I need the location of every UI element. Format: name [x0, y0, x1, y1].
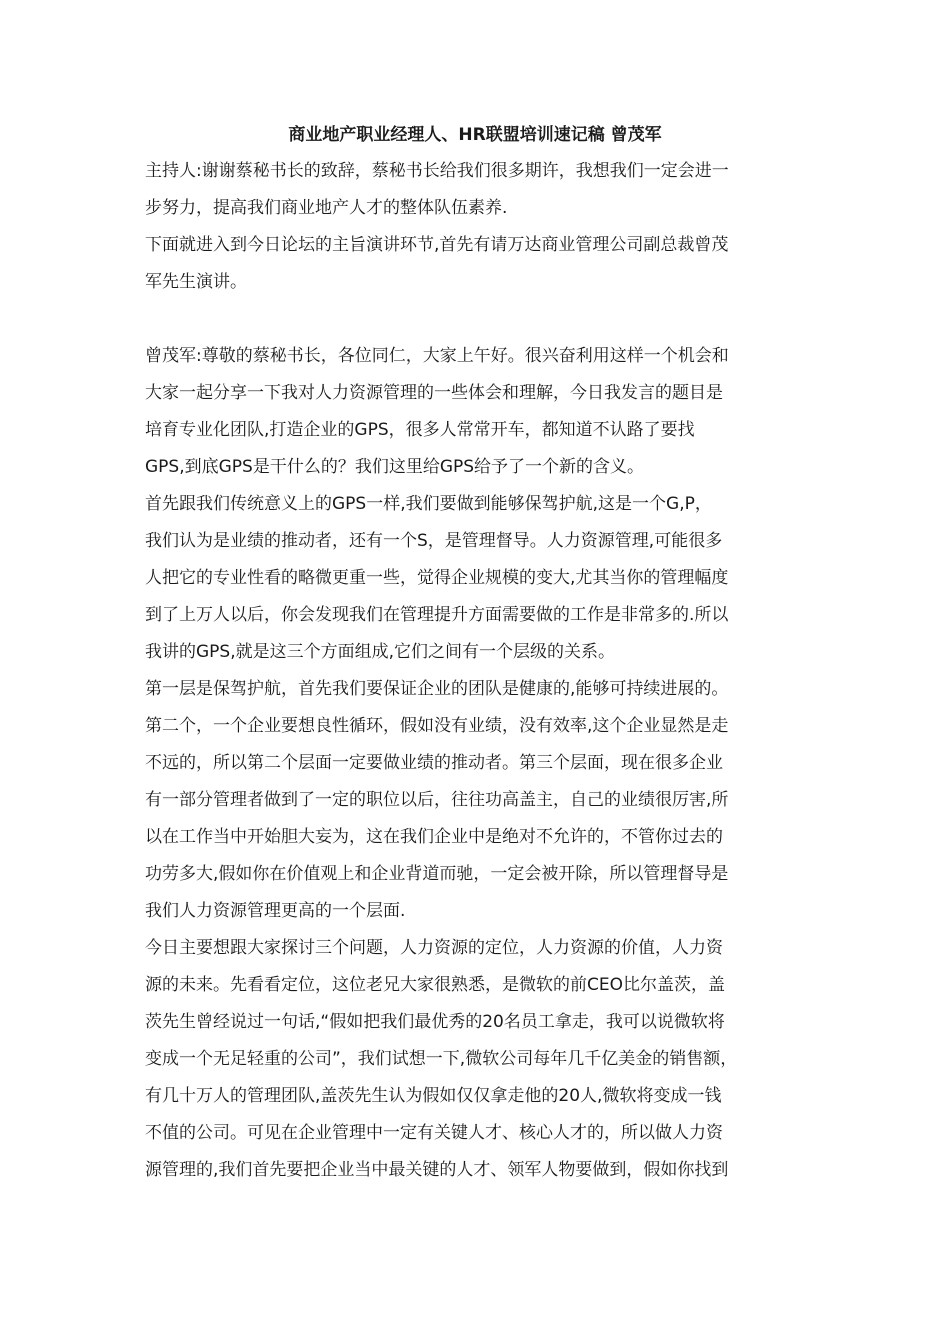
blank-line [145, 301, 825, 338]
text-line: 主持人:谢谢蔡秘书长的致辞，蔡秘书长给我们很多期许，我想我们一定会进一 [145, 161, 729, 181]
text-line: 到了上万人以后，你会发现我们在管理提升方面需要做的工作是非常多的.所以 [145, 605, 729, 625]
text-line: 曾茂军:尊敬的蔡秘书长，各位同仁，大家上午好。很兴奋利用这样一个机会和 [145, 346, 729, 366]
text-line: 有几十万人的管理团队,盖茨先生认为假如仅仅拿走他的20人,微软将变成一钱 [145, 1086, 722, 1106]
document-body [145, 153, 825, 1189]
text-line: 变成一个无足轻重的公司”，我们试想一下,微软公司每年几千亿美金的销售额， [145, 1049, 738, 1069]
text-line: 源的未来。先看看定位，这位老兄大家很熟悉，是微软的前CEO比尔盖茨，盖 [145, 975, 725, 995]
text-line: 源管理的,我们首先要把企业当中最关键的人才、领军人物要做到，假如你找到 [145, 1160, 729, 1180]
text-line: 我们人力资源管理更高的一个层面. [145, 901, 406, 921]
text-line: 不远的，所以第二个层面一定要做业绩的推动者。第三个层面，现在很多企业 [145, 753, 723, 773]
text-line: 不值的公司。可见在企业管理中一定有关键人才、核心人才的，所以做人力资 [145, 1123, 723, 1143]
text-line: 今日主要想跟大家探讨三个问题，人力资源的定位，人力资源的价值，人力资 [145, 938, 723, 958]
text-line: 我们认为是业绩的推动者，还有一个S，是管理督导。人力资源管理,可能很多 [145, 531, 723, 551]
text-line: GPS,到底GPS是干什么的？我们这里给GPS给予了一个新的含义。 [145, 457, 645, 477]
text-line: 以在工作当中开始胆大妄为，这在我们企业中是绝对不允许的，不管你过去的 [145, 827, 723, 847]
text-line: 培育专业化团队,打造企业的GPS，很多人常常开车，都知道不认路了要找 [145, 420, 695, 440]
text-line: 步努力，提高我们商业地产人才的整体队伍素养. [145, 198, 508, 218]
text-line: 军先生演讲。 [145, 272, 247, 292]
text-line: 我讲的GPS,就是这三个方面组成,它们之间有一个层级的关系。 [145, 642, 616, 662]
text-line: 人把它的专业性看的略微更重一些，觉得企业规模的变大,尤其当你的管理幅度 [145, 568, 729, 588]
document-title: 商业地产职业经理人、HR联盟培训速记稿 曾茂军 [288, 125, 662, 145]
text-line: 下面就进入到今日论坛的主旨演讲环节,首先有请万达商业管理公司副总裁曾茂 [145, 235, 729, 255]
text-line: 第一层是保驾护航，首先我们要保证企业的团队是健康的,能够可持续进展的。 [145, 679, 729, 699]
text-line: 有一部分管理者做到了一定的职位以后，往往功高盖主，自己的业绩很厉害,所 [145, 790, 729, 810]
text-line: 茨先生曾经说过一句话,“假如把我们最优秀的20名员工拿走，我可以说微软将 [145, 1012, 725, 1032]
text-line: 大家一起分享一下我对人力资源管理的一些体会和理解，今日我发言的题目是 [145, 383, 723, 403]
text-line: 功劳多大,假如你在价值观上和企业背道而驰，一定会被开除，所以管理督导是 [145, 864, 729, 884]
text-line: 首先跟我们传统意义上的GPS一样,我们要做到能够保驾护航,这是一个G,P， [145, 494, 712, 514]
text-line: 第二个，一个企业要想良性循环，假如没有业绩，没有效率,这个企业显然是走 [145, 716, 729, 736]
